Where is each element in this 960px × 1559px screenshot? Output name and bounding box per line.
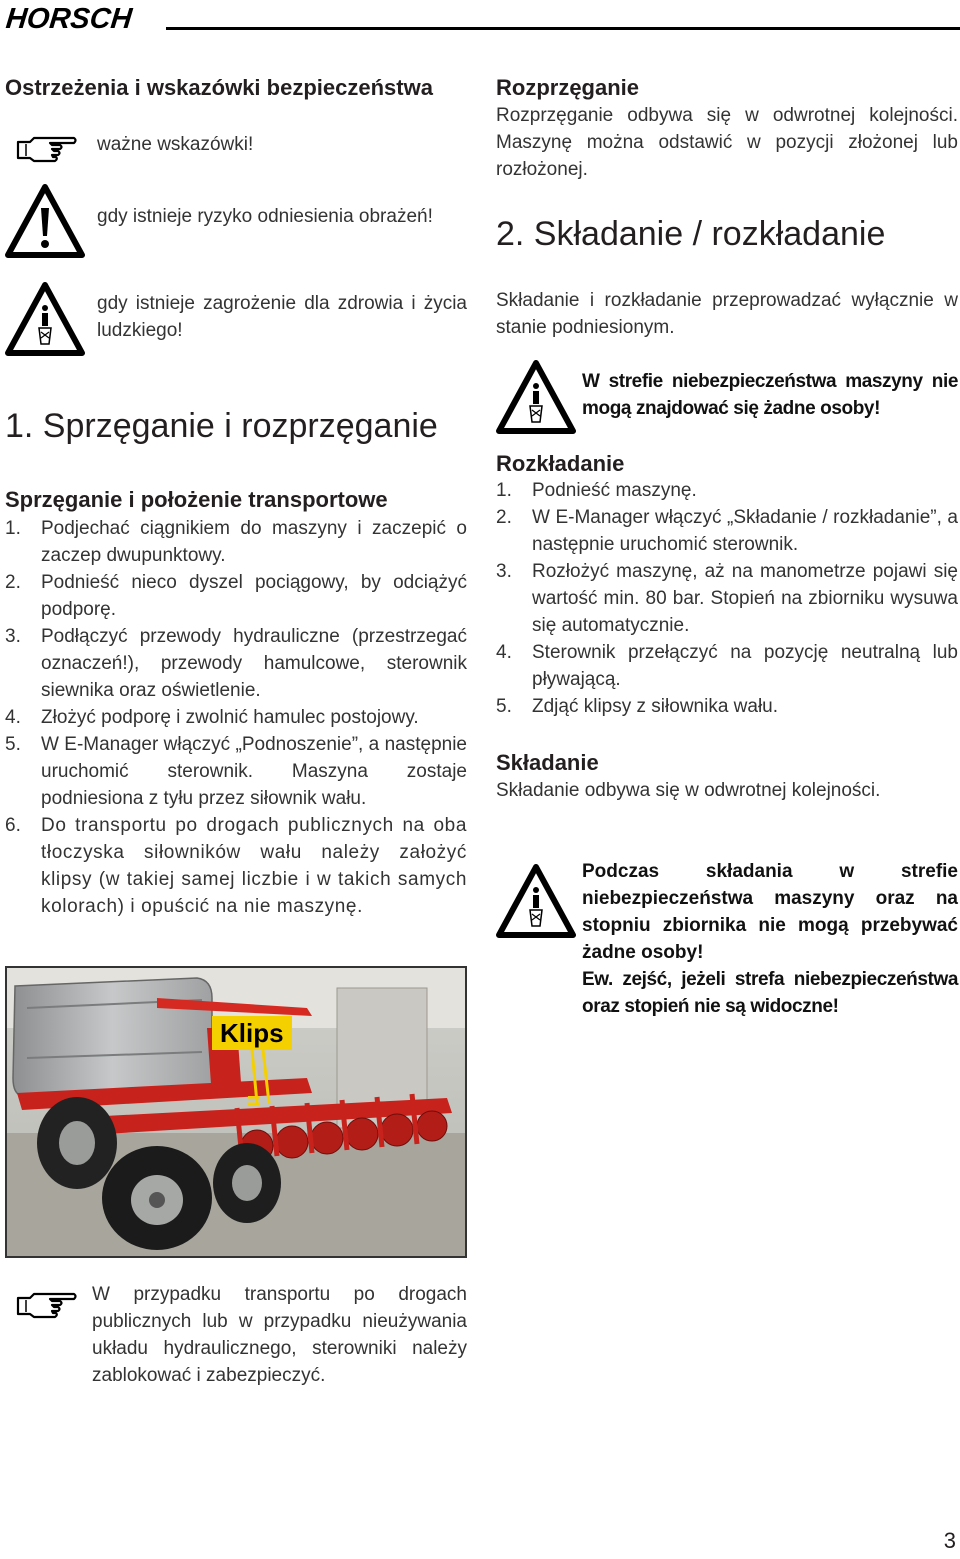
- list-item: 2. Podnieść nieco dyszel pociągowy, by odciążyć podporę.: [5, 572, 467, 620]
- legend-text-notes: ważne wskazówki!: [97, 134, 254, 155]
- section2-heading: 2. Składanie / rozkładanie: [496, 215, 886, 253]
- pointing-hand-icon: [16, 1286, 78, 1320]
- pointing-hand-icon: [16, 130, 78, 164]
- list-item: 1. Podnieść maszynę.: [496, 480, 697, 501]
- section1-heading: 1. Sprzęganie i rozprzęganie: [5, 407, 438, 445]
- list-item: 3. Rozłożyć maszynę, aż na manometrze pojawi się wartość min. 80 bar. Stopień na zbiorniku wysuwa się automatycznie.: [496, 561, 958, 636]
- list-item: 6. Do transportu po drogach publicznych na oba tłoczyska siłowników wału należy założyć klipsy (w takiej samej liczbie i w takich samych kolorach) i opuścić na nie maszynę.: [5, 815, 467, 917]
- horsch-logo: HORSCH: [4, 3, 134, 35]
- coupling-steps-list: [5, 515, 467, 920]
- legend-title: Ostrzeżenia i wskazówki bezpieczeństwa: [5, 75, 433, 100]
- page-number: 3: [943, 1528, 956, 1553]
- page-header: [4, 0, 960, 34]
- seed-drill-illustration: [7, 968, 465, 1256]
- transport-note: W przypadku transportu po drogach publicznych lub w przypadku nieużywania układu hydraulicznego, sterowniki należy zablokować i zabezpieczyć.: [92, 1284, 467, 1386]
- legend-text-life: gdy istnieje zagrożenie dla zdrowia i życia ludzkiego!: [97, 293, 467, 341]
- folding-title: Składanie: [496, 750, 599, 775]
- folding-warning-line2: Ew. zejść, jeżeli strefa niebezpieczeństwa oraz stopień nie są widoczne!: [582, 969, 958, 1017]
- list-item: 1. Podjechać ciągnikiem do maszyny i zaczepić o zaczep dwupunktowy.: [5, 518, 467, 566]
- list-item: 5. W E-Manager włączyć „Podnoszenie”, a następnie uruchomić sterownik. Maszyna zostaje podniesiona z tyłu przez siłownik wału.: [5, 734, 467, 809]
- danger-zone-warning: W strefie niebezpieczeństwa maszyny nie mogą znajdować się żadne osoby!: [582, 371, 958, 419]
- crush-hazard-warning-icon: [496, 864, 576, 938]
- machine-photo: [5, 966, 467, 1258]
- unfolding-title: Rozkładanie: [496, 451, 625, 476]
- list-item: 4. Sterownik przełączyć na pozycję neutralną lub pływającą.: [496, 642, 958, 690]
- crush-hazard-warning-icon: [496, 360, 576, 434]
- section1-subheading: Sprzęganie i położenie transportowe: [5, 487, 388, 512]
- exclamation-warning-icon: [5, 184, 85, 258]
- unfolding-steps-list: [496, 477, 958, 720]
- list-item: 3. Podłączyć przewody hydrauliczne (przestrzegać oznaczeń!), przewody hamulcowe, sterownik siewnika oraz oświetlenie.: [5, 626, 467, 701]
- list-item: 2. W E-Manager włączyć „Składanie / rozkładanie”, a następnie uruchomić sterownik.: [496, 507, 958, 555]
- list-item: 4. Złożyć podporę i zwolnić hamulec postojowy.: [5, 707, 419, 728]
- folding-warning: [582, 858, 958, 1020]
- folding-warning-line1: Podczas składania w strefie niebezpieczeństwa maszyny oraz na stopniu zbiornika nie mogą przebywać żadne osoby!: [582, 861, 958, 963]
- folding-text: Składanie odbywa się w odwrotnej kolejności.: [496, 780, 881, 801]
- list-item: 5. Zdjąć klipsy z siłownika wału.: [496, 696, 779, 717]
- uncoupling-text: Rozprzęganie odbywa się w odwrotnej kolejności. Maszynę można odstawić w pozycji złożonej lub rozłożonej.: [496, 105, 958, 180]
- crush-hazard-warning-icon: [5, 282, 85, 356]
- section2-intro: Składanie i rozkładanie przeprowadzać wyłącznie w stanie podniesionym.: [496, 290, 958, 338]
- legend-text-injury: gdy istnieje ryzyko odniesienia obrażeń!: [97, 206, 433, 227]
- header-rule: [166, 27, 960, 30]
- clip-marker: =: [247, 1088, 262, 1115]
- klips-callout: Klips: [212, 1016, 292, 1050]
- uncoupling-title: Rozprzęganie: [496, 75, 640, 100]
